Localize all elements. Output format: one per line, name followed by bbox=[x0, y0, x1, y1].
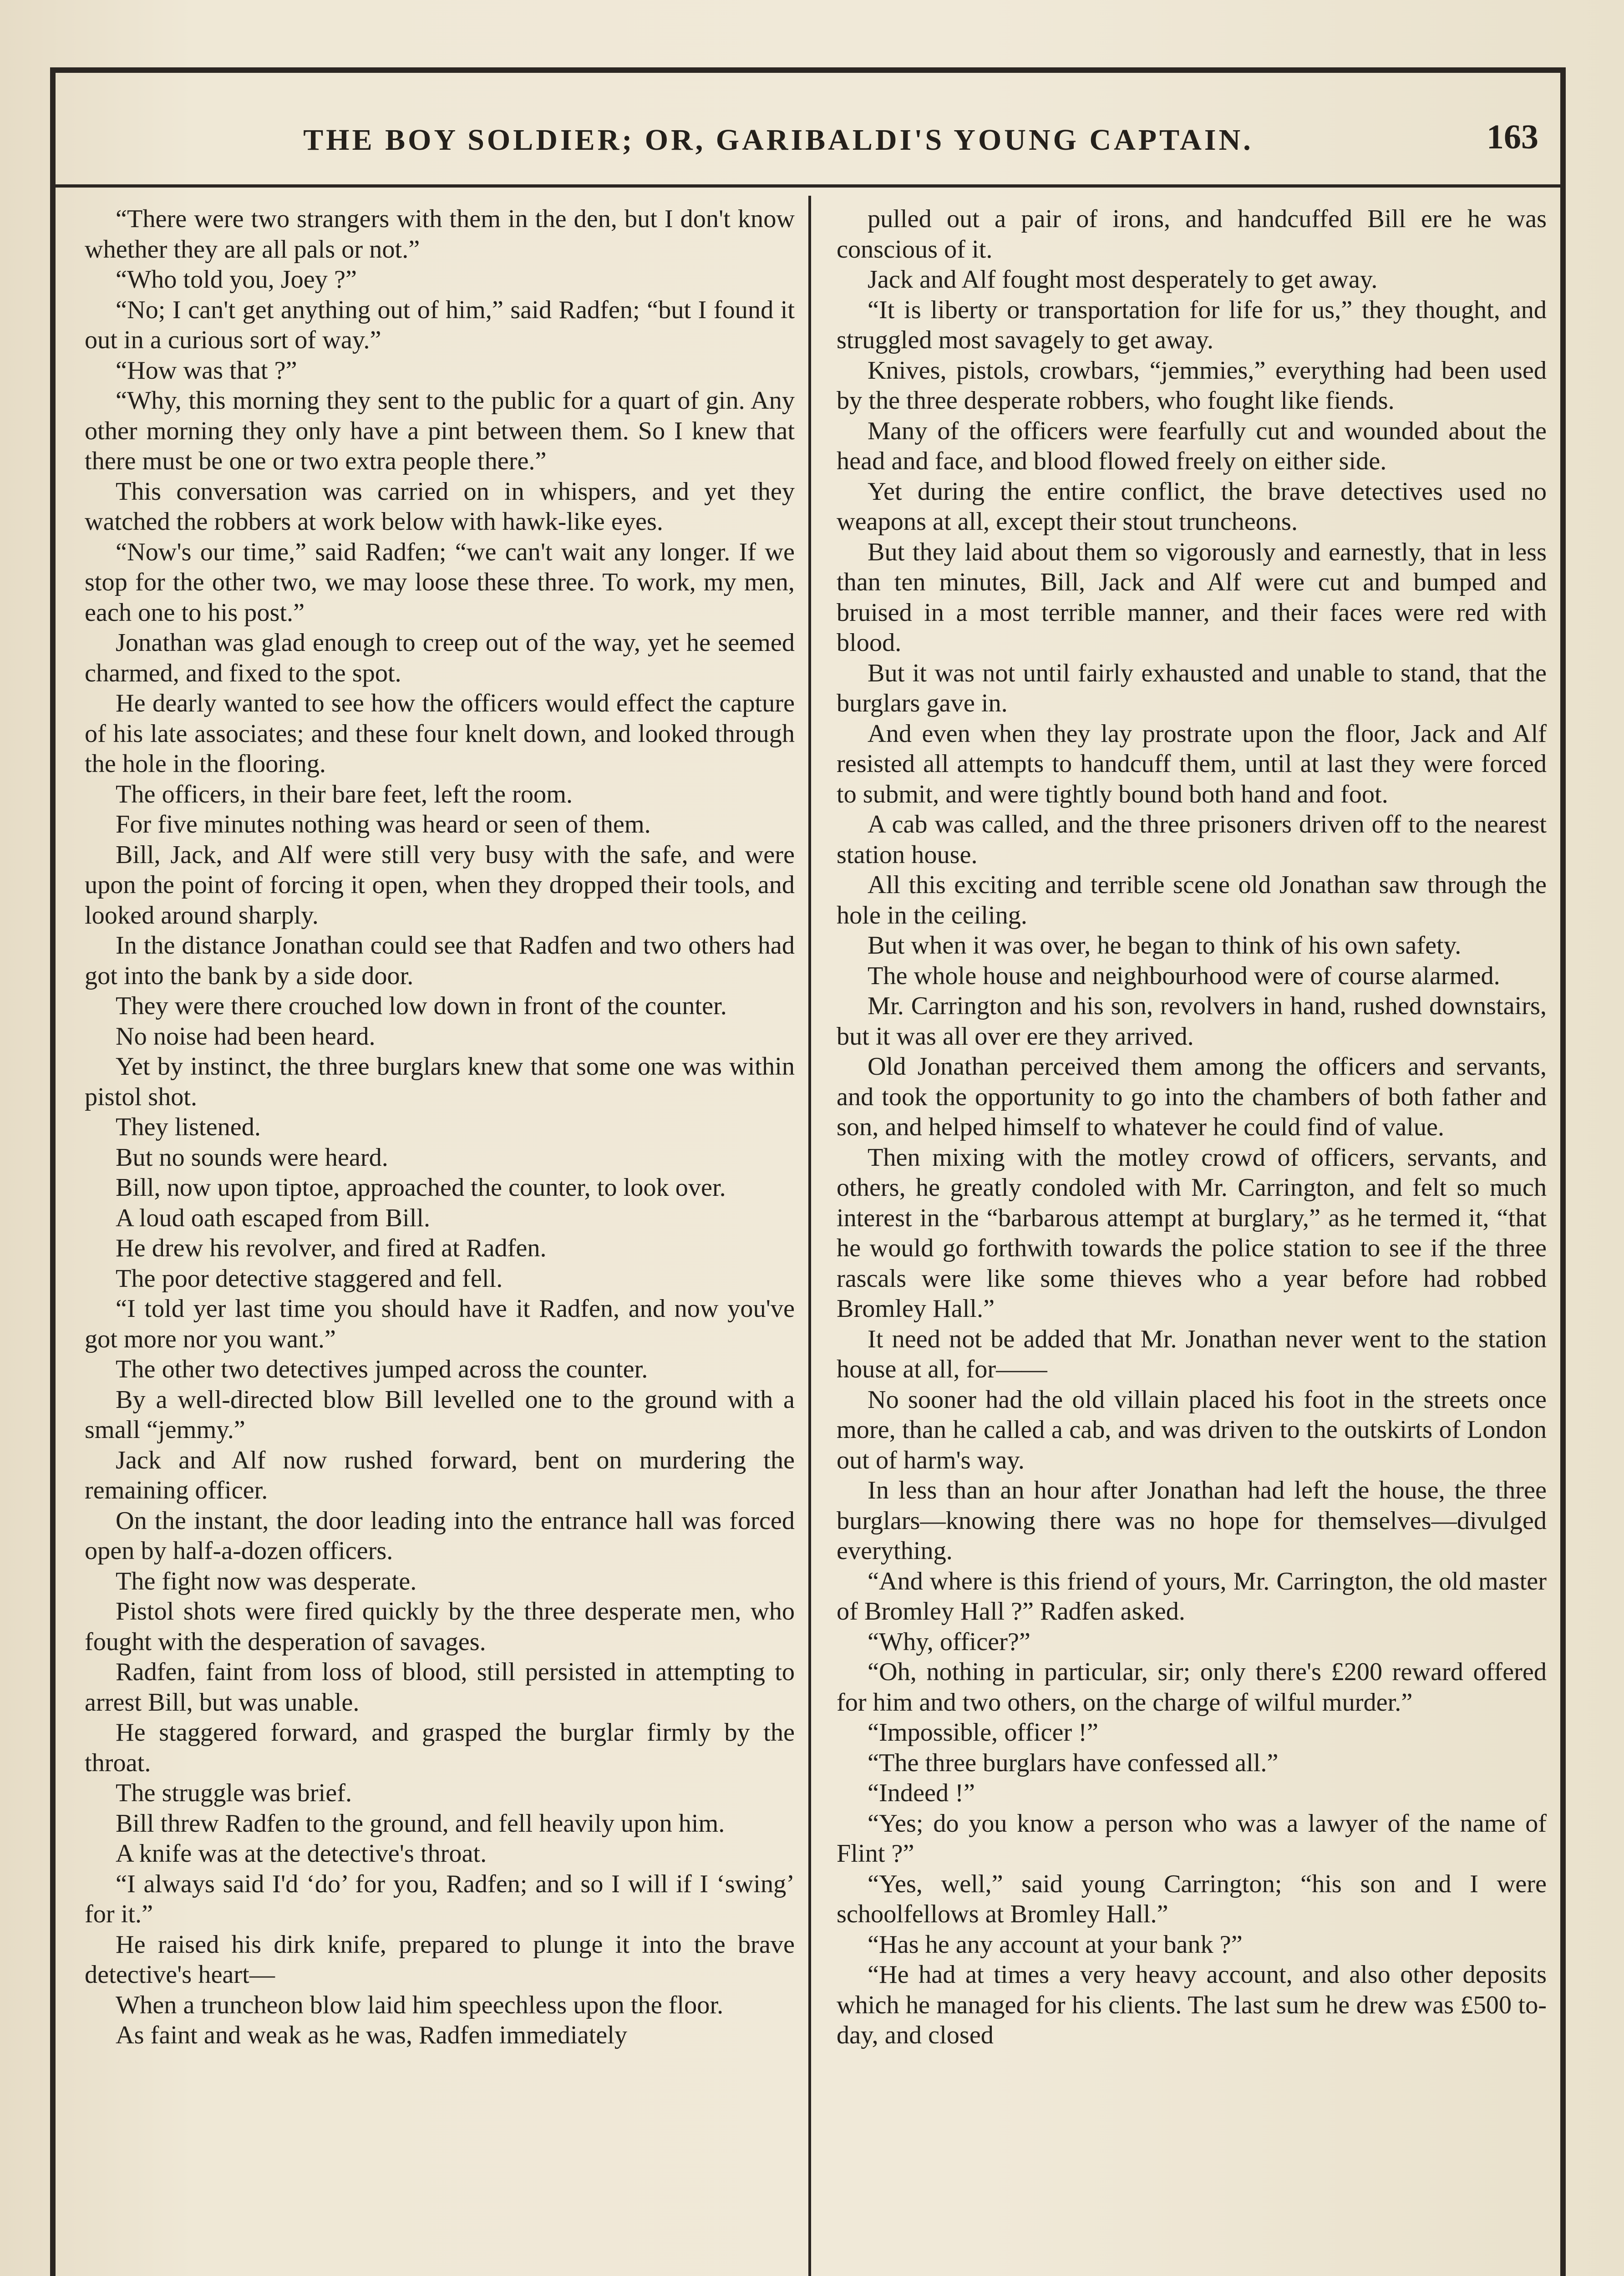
top-border-rule bbox=[50, 67, 1566, 73]
paragraph: Many of the officers were fearfully cut and wounded about the head and face, and blood flowed freely on either side. bbox=[837, 417, 1547, 475]
paragraph: They listened. bbox=[116, 1113, 261, 1141]
paragraph: By a well-directed blow Bill levelled one to the ground with a small “jemmy.” bbox=[85, 1385, 795, 1444]
paragraph: The other two detectives jumped across the counter. bbox=[116, 1355, 648, 1383]
paragraph: He staggered forward, and grasped the burglar firmly by the throat. bbox=[85, 1718, 795, 1777]
paragraph: “No; I can't get anything out of him,” said Radfen; “but I found it out in a curious sort of way.” bbox=[85, 295, 795, 354]
paragraph: Pistol shots were fired quickly by the three desperate men, who fought with the desperation of savages. bbox=[85, 1597, 795, 1656]
column-divider-rule bbox=[808, 196, 811, 2276]
paragraph: “The three burglars have confessed all.” bbox=[868, 1748, 1279, 1777]
paragraph: No noise had been heard. bbox=[116, 1022, 376, 1051]
paragraph: As faint and weak as he was, Radfen immediately bbox=[116, 2021, 628, 2049]
paragraph: “Indeed !” bbox=[868, 1779, 975, 1807]
paragraph: Yet during the entire conflict, the brave detectives used no weapons at all, except their stout truncheons. bbox=[837, 477, 1547, 536]
paragraph: Radfen, faint from loss of blood, still persisted in attempting to arrest Bill, but was unable. bbox=[85, 1658, 795, 1717]
paragraph: “There were two strangers with them in the den, but I don't know whether they are all pals or not.” bbox=[85, 205, 795, 264]
paragraph: “I told yer last time you should have it Radfen, and now you've got more nor you want.” bbox=[85, 1295, 795, 1353]
right-text-column bbox=[837, 204, 1547, 2051]
paragraph: Bill threw Radfen to the ground, and fell heavily upon him. bbox=[116, 1809, 725, 1838]
page-number: 163 bbox=[1487, 118, 1538, 156]
paragraph: Jack and Alf fought most desperately to get away. bbox=[868, 265, 1378, 294]
paragraph: A loud oath escaped from Bill. bbox=[116, 1204, 431, 1232]
running-header-title: THE BOY SOLDIER; OR, GARIBALDI'S YOUNG CAPTAIN. bbox=[303, 123, 1254, 157]
paragraph: “Oh, nothing in particular, sir; only there's £200 reward offered for him and two others, on the charge of wilful murder.” bbox=[837, 1658, 1547, 1717]
paragraph: In the distance Jonathan could see that Radfen and two others had got into the bank by a side door. bbox=[85, 931, 795, 990]
paragraph: “And where is this friend of yours, Mr. Carrington, the old master of Bromley Hall ?” Radfen asked. bbox=[837, 1567, 1547, 1626]
paragraph: But it was not until fairly exhausted and unable to stand, that the burglars gave in. bbox=[837, 659, 1547, 717]
paragraph: The fight now was desperate. bbox=[116, 1567, 417, 1595]
paragraph: “Why, this morning they sent to the public for a quart of gin. Any other morning they only have a pint between them. So I knew that there must be one or two extra people there.” bbox=[85, 386, 795, 475]
paragraph: He dearly wanted to see how the officers would effect the capture of his late associates; and these four knelt down, and looked through the hole in the flooring. bbox=[85, 689, 795, 778]
paragraph: The poor detective staggered and fell. bbox=[116, 1264, 503, 1293]
paragraph: “Now's our time,” said Radfen; “we can't wait any longer. If we stop for the other two, we may loose these three. To work, my men, each one to his post.” bbox=[85, 538, 795, 627]
paragraph: “Yes, well,” said young Carrington; “his son and I were schoolfellows at Bromley Hall.” bbox=[837, 1870, 1547, 1928]
paragraph: “It is liberty or transportation for life for us,” they thought, and struggled most savagely to get away. bbox=[837, 295, 1547, 354]
paragraph: Old Jonathan perceived them among the officers and servants, and took the opportunity to go into the chambers of both father and son, and helped himself to whatever he could find of value. bbox=[837, 1052, 1547, 1141]
paragraph: He drew his revolver, and fired at Radfen. bbox=[116, 1234, 547, 1262]
paragraph: In less than an hour after Jonathan had left the house, the three burglars—knowing there was no hope for themselves—divulged everything. bbox=[837, 1476, 1547, 1565]
paragraph: But no sounds were heard. bbox=[116, 1143, 388, 1172]
paragraph: The officers, in their bare feet, left the room. bbox=[116, 780, 573, 808]
paragraph: Jack and Alf now rushed forward, bent on murdering the remaining officer. bbox=[85, 1446, 795, 1504]
paragraph: The whole house and neighbourhood were of course alarmed. bbox=[868, 961, 1500, 990]
paragraph: “How was that ?” bbox=[116, 356, 297, 385]
left-text-column bbox=[85, 204, 795, 2051]
paragraph: And even when they lay prostrate upon the floor, Jack and Alf resisted all attempts to handcuff them, until at last they were forced to submit, and were tightly bound both hand and foot. bbox=[837, 719, 1547, 808]
paragraph: He raised his dirk knife, prepared to plunge it into the brave detective's heart— bbox=[85, 1930, 795, 1989]
paragraph: “Yes; do you know a person who was a lawyer of the name of Flint ?” bbox=[837, 1809, 1547, 1868]
paragraph: “Why, officer?” bbox=[868, 1627, 1030, 1656]
paragraph: Then mixing with the motley crowd of officers, servants, and others, he greatly condoled with Mr. Carrington, and felt so much interest in the “barbarous attempt at burglary,” as he termed it, “that he would go forthwith towards the police station to see if the three rascals were like some thieves who a year before had robbed Bromley Hall.” bbox=[837, 1143, 1547, 1323]
paragraph: Knives, pistols, crowbars, “jemmies,” everything had been used by the three desperate robbers, who fought like fiends. bbox=[837, 356, 1547, 415]
paragraph: “Who told you, Joey ?” bbox=[116, 265, 357, 294]
paragraph: On the instant, the door leading into the entrance hall was forced open by half-a-dozen officers. bbox=[85, 1506, 795, 1565]
paragraph: No sooner had the old villain placed his foot in the streets once more, than he called a cab, and was driven to the outskirts of London out of harm's way. bbox=[837, 1385, 1547, 1474]
paragraph: This conversation was carried on in whispers, and yet they watched the robbers at work below with hawk-like eyes. bbox=[85, 477, 795, 536]
paragraph: Mr. Carrington and his son, revolvers in hand, rushed downstairs, but it was all over ere they arrived. bbox=[837, 992, 1547, 1051]
left-border-rule bbox=[50, 67, 56, 2276]
header-divider-rule bbox=[56, 184, 1560, 188]
paragraph: “Has he any account at your bank ?” bbox=[868, 1930, 1243, 1959]
paragraph: Bill, Jack, and Alf were still very busy with the safe, and were upon the point of forcing it open, when they dropped their tools, and looked around sharply. bbox=[85, 840, 795, 930]
paragraph: A cab was called, and the three prisoners driven off to the nearest station house. bbox=[837, 810, 1547, 869]
paragraph: For five minutes nothing was heard or seen of them. bbox=[116, 810, 651, 838]
paragraph: Bill, now upon tiptoe, approached the counter, to look over. bbox=[116, 1174, 726, 1202]
paragraph: “I always said I'd ‘do’ for you, Radfen; and so I will if I ‘swing’ for it.” bbox=[85, 1870, 795, 1928]
paragraph: “He had at times a very heavy account, and also other deposits which he managed for his clients. The last sum he drew was £500 to-day, and closed bbox=[837, 1961, 1547, 2049]
paragraph: All this exciting and terrible scene old Jonathan saw through the hole in the ceiling. bbox=[837, 871, 1547, 930]
paragraph: pulled out a pair of irons, and handcuffed Bill ere he was conscious of it. bbox=[837, 205, 1547, 264]
paragraph: But they laid about them so vigorously and earnestly, that in less than ten minutes, Bill, Jack and Alf were cut and bumped and bruised in a most terrible manner, and their faces were red with blood. bbox=[837, 538, 1547, 657]
paragraph: They were there crouched low down in front of the counter. bbox=[116, 992, 727, 1020]
paragraph: Yet by instinct, the three burglars knew that some one was within pistol shot. bbox=[85, 1052, 795, 1111]
paragraph: Jonathan was glad enough to creep out of the way, yet he seemed charmed, and fixed to the spot. bbox=[85, 629, 795, 687]
paragraph: When a truncheon blow laid him speechless upon the floor. bbox=[116, 1991, 724, 2019]
paragraph: A knife was at the detective's throat. bbox=[116, 1839, 487, 1868]
paragraph: “Impossible, officer !” bbox=[868, 1718, 1099, 1747]
paragraph: The struggle was brief. bbox=[116, 1779, 352, 1807]
paragraph: But when it was over, he began to think of his own safety. bbox=[868, 931, 1462, 960]
paragraph: It need not be added that Mr. Jonathan never went to the station house at all, for—— bbox=[837, 1325, 1547, 1383]
right-border-rule bbox=[1560, 67, 1566, 2276]
